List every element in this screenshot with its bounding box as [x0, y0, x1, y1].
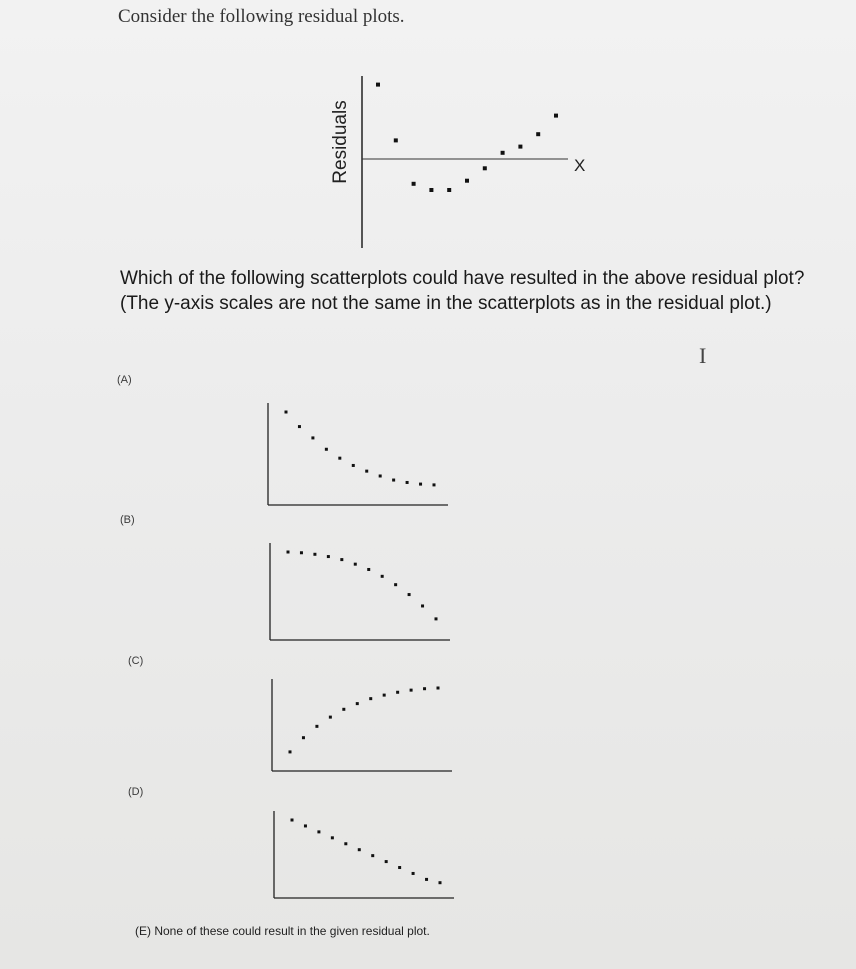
option-c-scatterplot[interactable] [270, 676, 460, 776]
scatter-point [302, 736, 305, 739]
scatter-point [394, 583, 397, 586]
scatter-point [354, 563, 357, 566]
scatter-point [356, 702, 359, 705]
scatter-point [383, 694, 386, 697]
scatter-point [433, 483, 436, 486]
scatter-point [340, 558, 343, 561]
option-b-label[interactable]: (B) [120, 514, 135, 526]
scatter-point [369, 697, 372, 700]
scatter-point [358, 848, 361, 851]
residual-point [394, 138, 398, 142]
scatter-point [313, 553, 316, 556]
scatter-point [439, 881, 442, 884]
text-cursor-icon: I [699, 343, 707, 368]
residual-point [412, 182, 416, 186]
scatter-point [419, 483, 422, 486]
scatter-point [298, 425, 301, 428]
scatter-point [371, 854, 374, 857]
residual-point [429, 188, 433, 192]
option-e-text[interactable]: (E) None of these could result in the given residual plot. [135, 924, 430, 938]
scatter-point [396, 691, 399, 694]
scatter-point [421, 604, 424, 607]
scatter-point [381, 575, 384, 578]
intro-text: Consider the following residual plots. [118, 6, 405, 27]
scatter-point [423, 687, 426, 690]
scatter-point [425, 878, 428, 881]
residuals-axis-label: Residuals [330, 100, 351, 184]
residual-point [483, 166, 487, 170]
scatter-point [392, 479, 395, 482]
residual-plot [320, 70, 620, 255]
x-axis-label: X [574, 156, 586, 175]
question-text: Which of the following scatterplots could have resulted in the above residual plot? (The y-axis scales are not the same in the scatterplots as in the residual plot.) [120, 268, 805, 314]
scatter-point [437, 687, 440, 690]
scatter-point [365, 470, 368, 473]
residual-point [447, 188, 451, 192]
residual-point [376, 83, 380, 87]
scatter-point [289, 750, 292, 753]
scatter-point [385, 860, 388, 863]
scatter-point [325, 448, 328, 451]
scatter-point [379, 474, 382, 477]
scatter-point [287, 551, 290, 554]
residual-point [554, 114, 558, 118]
residual-point [465, 179, 469, 183]
scatter-point [408, 593, 411, 596]
scatter-point [300, 551, 303, 554]
scatter-point [338, 457, 341, 460]
scatter-point [331, 836, 334, 839]
scatter-point [291, 819, 294, 822]
option-b-scatterplot[interactable] [268, 540, 458, 645]
option-c-label[interactable]: (C) [128, 655, 144, 667]
scatter-point [410, 689, 413, 692]
scatter-point [304, 824, 307, 827]
scatter-point [311, 436, 314, 439]
residual-point [536, 132, 540, 136]
option-d-label[interactable]: (D) [128, 786, 144, 798]
scatter-point [329, 716, 332, 719]
residual-point [518, 145, 522, 149]
scatter-point [344, 842, 347, 845]
scatter-point [285, 411, 288, 414]
scatter-point [367, 568, 370, 571]
option-a-label[interactable]: (A) [117, 374, 132, 386]
option-d-scatterplot[interactable] [272, 808, 462, 903]
scatter-point [412, 872, 415, 875]
scatter-point [398, 866, 401, 869]
scatter-point [342, 708, 345, 711]
option-a-scatterplot[interactable] [266, 400, 456, 510]
scatter-point [317, 830, 320, 833]
scatter-point [315, 725, 318, 728]
scatter-point [435, 617, 438, 620]
scatter-point [352, 464, 355, 467]
scatter-point [406, 481, 409, 484]
scatter-point [327, 555, 330, 558]
residual-point [501, 151, 505, 155]
